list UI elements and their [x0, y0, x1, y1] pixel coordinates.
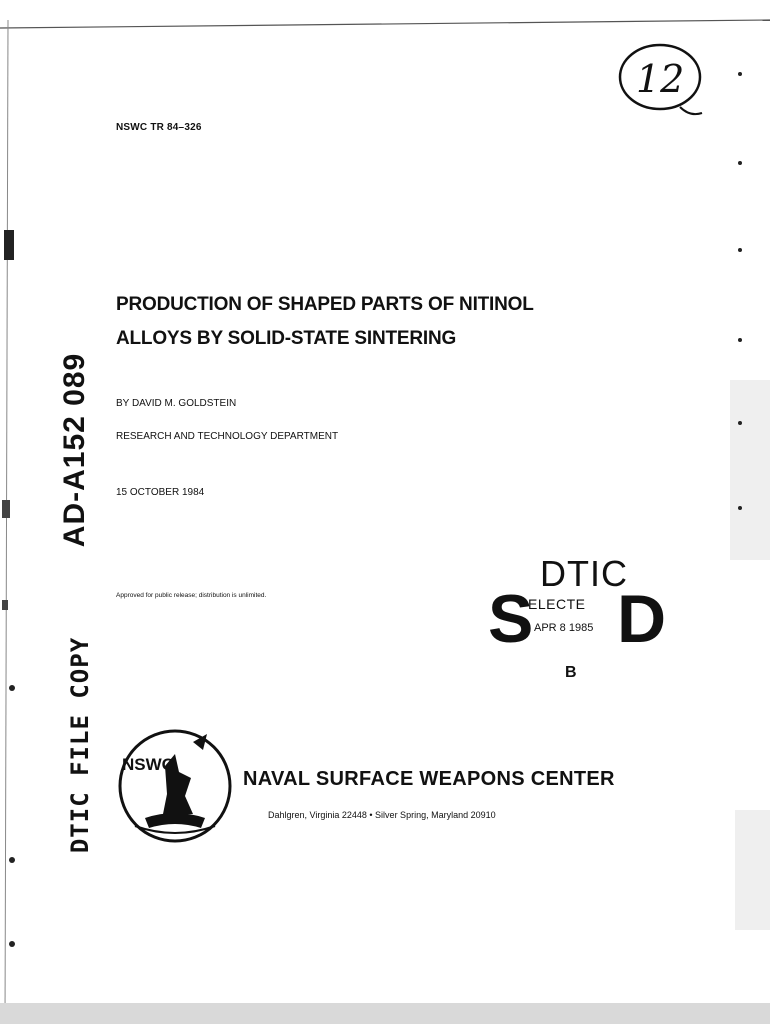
dtic-stamp-letter-d: D: [617, 581, 667, 657]
nswc-logo-text: NSWC: [122, 755, 174, 774]
dtic-stamp-grade: B: [565, 664, 577, 681]
center-address: Dahlgren, Virginia 22448 • Silver Spring, Maryland 20910: [268, 810, 496, 820]
file-copy-stamp: DTIC FILE COPY: [66, 636, 94, 854]
report-number: NSWC TR 84–326: [116, 122, 202, 133]
dtic-stamp-letter-s: S: [488, 581, 534, 657]
center-name: NAVAL SURFACE WEAPONS CENTER: [243, 768, 615, 790]
nswc-logo: [115, 726, 235, 846]
department-line: RESEARCH AND TECHNOLOGY DEPARTMENT: [116, 431, 339, 442]
title-line-2: ALLOYS BY SOLID-STATE SINTERING: [116, 328, 457, 349]
dtic-stamp-org: DTIC: [540, 553, 628, 594]
dtic-stamp-status: ELECTE: [528, 596, 586, 612]
document-date: 15 OCTOBER 1984: [116, 487, 205, 498]
title-line-1: PRODUCTION OF SHAPED PARTS OF NITINOL: [116, 294, 534, 315]
author-line: BY DAVID M. GOLDSTEIN: [116, 398, 237, 409]
document-title: [116, 288, 534, 356]
distribution-statement: Approved for public release; distribution is unlimited.: [116, 592, 267, 599]
accession-number: AD-A152 089: [58, 352, 91, 548]
dtic-stamp-date: APR 8 1985: [534, 622, 594, 634]
handwritten-circled-number: [612, 35, 722, 130]
handwritten-mark-text: 12: [636, 57, 685, 101]
